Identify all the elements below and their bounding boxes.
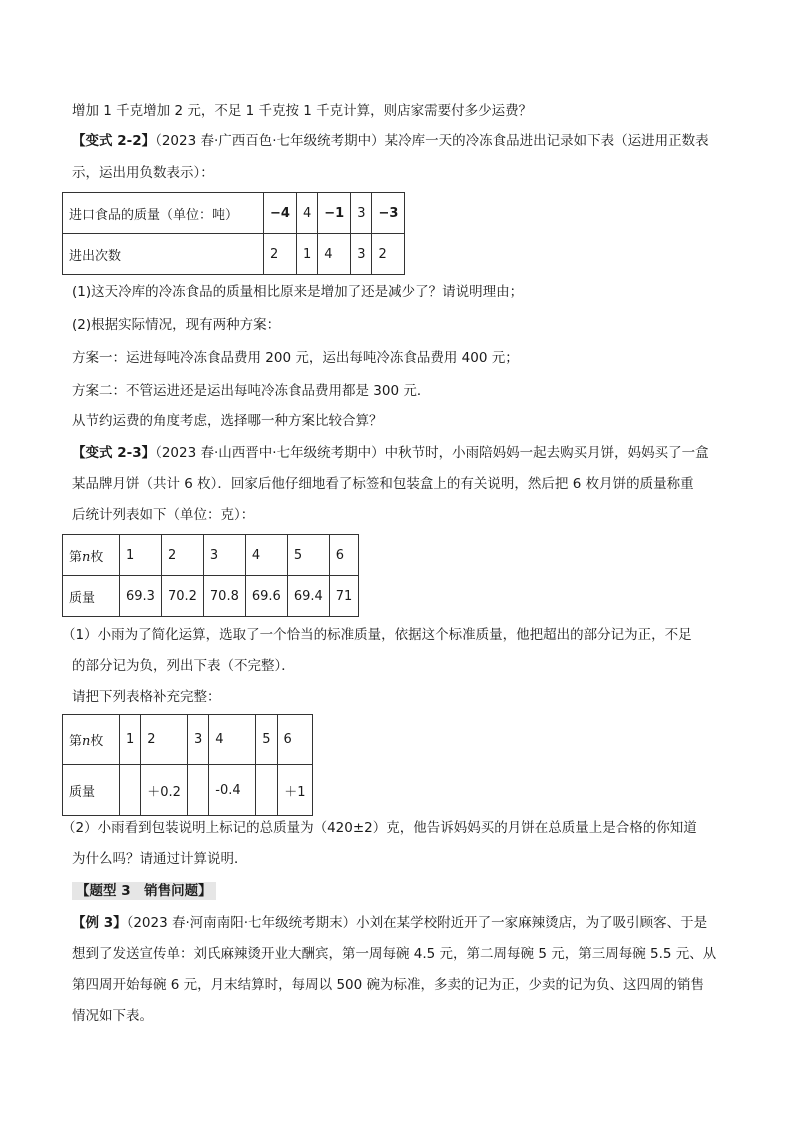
table-row <box>63 765 313 816</box>
header-suffix: 枚 <box>90 549 104 565</box>
table-header-cell: 1 <box>120 715 141 765</box>
table-cell: −4 <box>264 193 297 234</box>
fill-instruction: 请把下列表格补充完整： <box>72 689 221 705</box>
table-header-cell: 6 <box>329 535 359 576</box>
table-cell-blank <box>187 765 208 816</box>
sub-question-2b: 为什么吗？请通过计算说明． <box>72 851 248 867</box>
plan-1: 方案一：运进每吨冷冻食品费用 200 元，运出每吨冷冻食品费用 400 元； <box>72 350 519 366</box>
table-cell: 4 <box>296 193 317 234</box>
example-3-text1: （2023 春·河南南阳·七年级统考期末）小刘在某学校附近开了一家麻辣烫店，为了吸引顾客、于是 <box>126 915 708 931</box>
table-header-cell: 5 <box>287 535 329 576</box>
variant-2-3-line3: 后统计列表如下（单位：克）： <box>72 507 255 523</box>
variant-2-2-line2: 示，运出用负数表示）： <box>72 165 214 181</box>
table-cell: 69.4 <box>287 576 329 617</box>
question-3: 从节约运费的角度考虑，选择哪一种方案比较合算？ <box>72 413 383 429</box>
sub-question-2a: （2）小雨看到包装说明上标记的总质量为（420±2）克，他告诉妈妈买的月饼在总质量上是合格的你知道 <box>62 820 697 836</box>
table-header-cell: 6 <box>277 715 312 765</box>
example-3-tag: 【例 3】 <box>72 915 127 931</box>
table-row-label: 进口食品的质量（单位：吨） <box>63 193 264 234</box>
section-heading-label: 【题型 3 销售问题】 <box>72 882 216 900</box>
table-cell: −1 <box>318 193 351 234</box>
variant-2-3-line2: 某品牌月饼（共计 6 枚）．回家后他仔细地看了标签和包装盒上的有关说明，然后把 6 枚月饼的质量称重 <box>72 476 694 492</box>
table-cell: ＋1 <box>277 765 312 816</box>
table-header-cell: 3 <box>203 535 245 576</box>
example-3-line2: 想到了发送宣传单：刘氏麻辣烫开业大酬宾，第一周每碗 4.5 元，第二周每碗 5 元，第三周每碗 5.5 元、从 <box>72 946 717 962</box>
table-header-cell: 5 <box>256 715 277 765</box>
table-cell-blank <box>256 765 277 816</box>
question-1: (1)这天冷库的冷冻食品的质量相比原来是增加了还是减少了？请说明理由； <box>72 284 524 300</box>
mooncake-table <box>62 534 359 617</box>
table-header-cell <box>63 715 120 765</box>
table-row <box>63 234 405 275</box>
section-heading-type-3 <box>72 881 216 901</box>
table-header-cell: 2 <box>141 715 188 765</box>
table-header-cell: 3 <box>187 715 208 765</box>
variant-2-3-tag: 【变式 2-3】 <box>72 445 156 461</box>
table-header-cell: 4 <box>209 715 256 765</box>
variant-2-3-line1 <box>72 443 709 463</box>
header-prefix: 第 <box>69 734 83 749</box>
table-header-cell: 1 <box>120 535 162 576</box>
variant-2-3-text1: （2023 春·山西晋中·七年级统考期中）中秋节时，小雨陪妈妈一起去购买月饼，妈妈买了一盒 <box>155 445 709 461</box>
table-cell: 2 <box>372 234 405 275</box>
table-row <box>63 193 405 234</box>
example-3-line1 <box>72 913 707 933</box>
question-2: (2)根据实际情况，现有两种方案： <box>72 317 281 333</box>
header-prefix: 第 <box>69 549 83 565</box>
example-3-line4: 情况如下表。 <box>72 1008 153 1024</box>
table-row-label: 质量 <box>63 765 120 816</box>
table-cell: 1 <box>296 234 317 275</box>
header-variable: n <box>82 549 91 565</box>
header-variable: n <box>82 734 91 749</box>
variant-2-2-tag: 【变式 2-2】 <box>72 133 156 149</box>
example-3-line3: 第四周开始每碗 6 元，月末结算时，每周以 500 碗为标准，多卖的记为正，少卖的记为负、这四周的销售 <box>72 977 705 993</box>
table-row-label: 进出次数 <box>63 234 264 275</box>
paragraph-shipping-fee: 增加 1 千克增加 2 元，不足 1 千克按 1 千克计算，则店家需要付多少运费？ <box>72 103 533 119</box>
table-row <box>63 576 359 617</box>
table-cell: 69.6 <box>245 576 287 617</box>
table-cell: ＋0.2 <box>141 765 188 816</box>
table-header-cell: 4 <box>245 535 287 576</box>
table-cell: −3 <box>372 193 405 234</box>
table-header-cell <box>63 535 120 576</box>
table-cell: 4 <box>318 234 351 275</box>
header-suffix: 枚 <box>90 734 104 749</box>
table-cell: 3 <box>351 193 372 234</box>
table-header-cell: 2 <box>161 535 203 576</box>
table-cell: -0.4 <box>209 765 256 816</box>
cold-storage-table <box>62 192 405 275</box>
table-cell: 70.8 <box>203 576 245 617</box>
variant-2-2-text1: （2023 春·广西百色·七年级统考期中）某冷库一天的冷冻食品进出记录如下表（运进用正数表 <box>155 133 709 149</box>
variant-2-2-line1 <box>72 131 709 151</box>
table-cell-blank <box>120 765 141 816</box>
table-cell: 70.2 <box>161 576 203 617</box>
table-cell: 2 <box>264 234 297 275</box>
table-cell: 3 <box>351 234 372 275</box>
table-row <box>63 535 359 576</box>
plan-2: 方案二：不管运进还是运出每吨冷冻食品费用都是 300 元． <box>72 383 431 399</box>
table-cell: 69.3 <box>120 576 162 617</box>
sub-question-1a: （1）小雨为了简化运算，选取了一个恰当的标准质量，依据这个标准质量，他把超出的部分记为正，不足 <box>62 627 692 643</box>
table-row-label: 质量 <box>63 576 120 617</box>
sub-question-1b: 的部分记为负，列出下表（不完整）． <box>72 658 295 674</box>
mooncake-deviation-table <box>62 714 313 816</box>
table-row <box>63 715 313 765</box>
table-cell: 71 <box>329 576 359 617</box>
